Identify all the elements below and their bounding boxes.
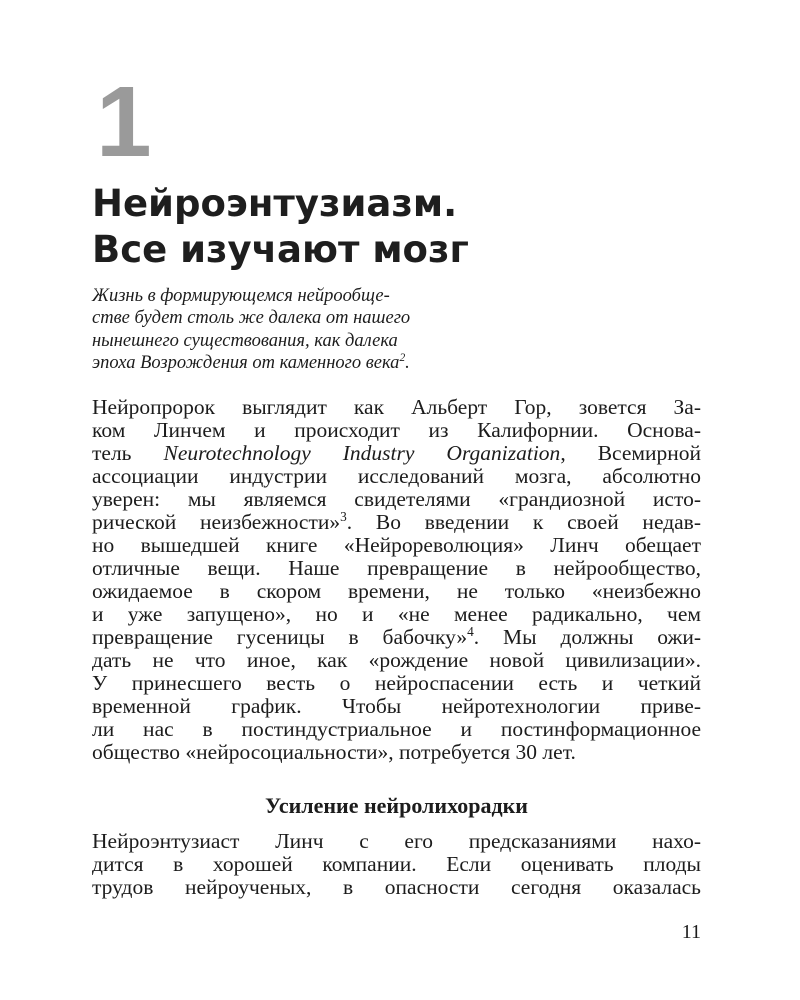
body-line: дать не что иное, как «рождение новой цивилизации». <box>92 648 701 672</box>
body-line: ассоциации индустрии исследований мозга, абсолютно <box>92 464 701 488</box>
footnote-marker[interactable]: 4 <box>467 623 474 639</box>
body-line: тель Neurotechnology Industry Organization, Всемирной <box>92 441 701 465</box>
epigraph-line: стве будет столь же далека от нашего <box>92 308 411 329</box>
epigraph-line-text: эпоха Возрождения от каменного века <box>92 353 400 374</box>
epigraph-line: Жизнь в формирующемся нейрообще- <box>92 286 390 306</box>
body-line: ожидаемое в скором времени, не только «неизбежно <box>92 579 701 603</box>
body-line: превращение гусеницы в бабочку»$^4$. Мы должны ожи- <box>92 623 701 649</box>
body-line: отличные вещи. Наше превращение в нейрообщество, <box>92 556 701 580</box>
chapter-number: 1 <box>96 66 152 178</box>
epigraph-line: нынешнего существования, как далека <box>92 330 398 351</box>
body-line: ком Линчем и происходит из Калифорнии. Основа- <box>92 418 701 442</box>
body-line: уверен: мы являемся свидетелями «грандиозной исто- <box>92 487 701 511</box>
body-paragraph-2 <box>92 830 701 899</box>
section-heading: Усиление нейролихорадки <box>265 793 528 818</box>
page-number: 11 <box>681 921 701 943</box>
body-paragraph-1 <box>92 396 701 764</box>
chapter-title-line: Нейроэнтузиазм. <box>92 182 458 225</box>
body-line: временной график. Чтобы нейротехнологии приве- <box>92 694 701 718</box>
body-line: рической неизбежности»$^3$. Во введении к своей недав- <box>92 508 701 534</box>
epigraph-end: . <box>405 353 410 374</box>
epigraph <box>92 285 410 375</box>
body-line: У принесшего весть о нейроспасении есть и четкий <box>92 671 701 695</box>
body-line: Нейроэнтузиаст Линч с его предсказаниями нахо- <box>92 829 701 853</box>
body-line: но вышедшей книге «Нейрореволюция» Линч обещает <box>92 533 701 557</box>
body-line: дится в хорошей компании. Если оценивать плоды <box>92 852 701 876</box>
italic-phrase: Neurotechnology Industry Organization <box>163 441 561 465</box>
body-line: трудов нейроученых, в опасности сегодня оказалась <box>92 875 701 899</box>
body-line: ли нас в постиндустриальное и постинформационное <box>92 717 701 741</box>
footnote-marker[interactable]: 3 <box>340 508 347 524</box>
footnote-marker[interactable]: 2 <box>399 352 406 365</box>
epigraph-line-last <box>92 352 410 374</box>
chapter-title-line: Все изучают мозг <box>92 228 469 271</box>
body-line: общество «нейросоциальности», потребуется 30 лет. <box>92 740 576 764</box>
body-line: и уже запущено», но и «не менее радикально, чем <box>92 602 701 626</box>
chapter-title <box>92 181 469 273</box>
body-line: Нейропророк выглядит как Альберт Гор, зовется За- <box>92 395 701 419</box>
